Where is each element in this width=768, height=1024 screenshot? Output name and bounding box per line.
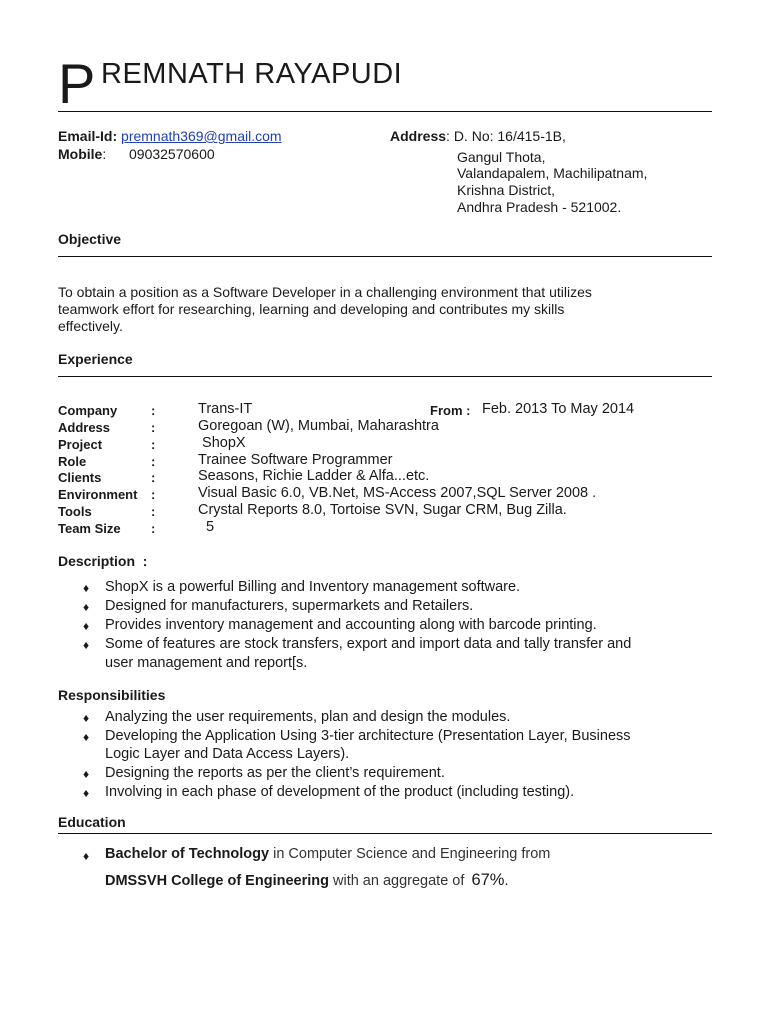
- aggregate-end: .: [504, 873, 509, 889]
- exp-value: ShopX: [198, 435, 246, 451]
- exp-label: Tools: [58, 504, 92, 519]
- bullet-diamond-icon: ♦: [83, 619, 90, 633]
- exp-value: Trainee Software Programmer: [198, 452, 393, 468]
- bullet-diamond-icon: ♦: [83, 581, 90, 595]
- exp-value: Trans-IT: [198, 401, 253, 417]
- address-row: Address: D. No: 16/415-1B,: [390, 128, 566, 144]
- exp-label: Role: [58, 454, 87, 469]
- address-line: Krishna District,: [457, 182, 556, 198]
- exp-value: Goregoan (W), Mumbai, Maharashtra: [198, 418, 439, 434]
- responsibility-item: Involving in each phase of development of the product (including testing).: [105, 784, 575, 800]
- description-heading: Description :: [58, 553, 148, 569]
- name-initial: P: [58, 52, 96, 115]
- degree-field: in Computer Science and Engineering from: [269, 846, 551, 862]
- objective-text: effectively.: [58, 318, 123, 334]
- responsibility-item: Developing the Application Using 3-tier architecture (Presentation Layer, Business: [105, 728, 631, 744]
- objective-divider: [58, 256, 712, 257]
- education-degree-line: [105, 845, 550, 864]
- candidate-name: REMNATH RAYAPUDI: [101, 58, 403, 90]
- exp-label: Environment: [58, 487, 138, 502]
- experience-heading: Experience: [58, 351, 133, 367]
- header-divider: [58, 111, 712, 112]
- objective-text: teamwork effort for researching, learning and developing and contributes my skills: [58, 301, 565, 317]
- exp-value: 5: [198, 519, 215, 535]
- responsibility-item: Analyzing the user requirements, plan and design the modules.: [105, 709, 511, 725]
- mobile-value: 09032570600: [129, 146, 215, 162]
- description-item: Provides inventory management and accounting along with barcode printing.: [105, 617, 597, 633]
- address-label: Address: [390, 128, 447, 144]
- bullet-diamond-icon: ♦: [83, 638, 90, 652]
- responsibility-item-cont: Logic Layer and Data Access Layers).: [105, 746, 350, 762]
- exp-colon: :: [151, 437, 156, 452]
- description-item: Designed for manufacturers, supermarkets and Retailers.: [105, 598, 474, 614]
- exp-label: Project: [58, 437, 103, 452]
- address-line: D. No: 16/415-1B,: [453, 128, 566, 144]
- education-college-line: [105, 871, 509, 891]
- degree-name: Bachelor of Technology: [105, 846, 270, 862]
- exp-value: Visual Basic 6.0, VB.Net, MS-Access 2007,SQL Server 2008 .: [198, 485, 597, 501]
- aggregate-value: 67%: [471, 871, 505, 889]
- exp-label: Company: [58, 403, 118, 418]
- responsibility-item: Designing the reports as per the client’s requirement.: [105, 765, 445, 781]
- mobile-label: Mobile: [58, 146, 103, 162]
- experience-divider: [58, 376, 712, 377]
- address-line: Gangul Thota,: [457, 149, 546, 165]
- objective-text: To obtain a position as a Software Developer in a challenging environment that utilizes: [58, 284, 592, 300]
- exp-label: Clients: [58, 470, 102, 485]
- aggregate-text: with an aggregate of: [328, 873, 469, 889]
- exp-colon: :: [151, 403, 156, 418]
- bullet-diamond-icon: ♦: [83, 711, 90, 725]
- bullet-diamond-icon: ♦: [83, 767, 90, 781]
- bullet-diamond-icon: ♦: [83, 786, 90, 800]
- from-value: Feb. 2013 To May 2014: [482, 401, 635, 417]
- bullet-diamond-icon: ♦: [83, 730, 90, 744]
- exp-colon: :: [151, 504, 156, 519]
- from-label: From :: [430, 403, 471, 418]
- email-row: Email-Id: premnath369@gmail.com: [58, 128, 282, 144]
- objective-heading: Objective: [58, 231, 122, 247]
- bullet-diamond-icon: ♦: [83, 600, 90, 614]
- responsibilities-heading: Responsibilities: [58, 687, 166, 703]
- college-name: DMSSVH College of Engineering: [105, 873, 329, 889]
- bullet-diamond-icon: ♦: [83, 849, 90, 863]
- description-item-cont: user management and report[s.: [105, 655, 308, 671]
- email-label: Email-Id: [58, 128, 113, 144]
- education-divider: [58, 833, 712, 834]
- mobile-row: Mobile:: [58, 146, 107, 162]
- exp-label: Team Size: [58, 521, 121, 536]
- description-item: Some of features are stock transfers, export and import data and tally transfer and: [105, 636, 632, 652]
- email-link[interactable]: premnath369@gmail.com: [121, 128, 282, 144]
- exp-colon: :: [151, 454, 156, 469]
- exp-colon: :: [151, 487, 156, 502]
- exp-colon: :: [151, 470, 156, 485]
- exp-label: Address: [58, 420, 111, 435]
- exp-colon: :: [151, 420, 156, 435]
- education-heading: Education: [58, 814, 126, 830]
- exp-value: Crystal Reports 8.0, Tortoise SVN, Sugar CRM, Bug Zilla.: [198, 502, 567, 518]
- description-item: ShopX is a powerful Billing and Inventory management software.: [105, 579, 521, 595]
- exp-colon: :: [151, 521, 156, 536]
- address-line: Valandapalem, Machilipatnam,: [457, 165, 648, 181]
- address-line: Andhra Pradesh - 521002.: [457, 199, 622, 215]
- exp-value: Seasons, Richie Ladder & Alfa...etc.: [198, 468, 430, 484]
